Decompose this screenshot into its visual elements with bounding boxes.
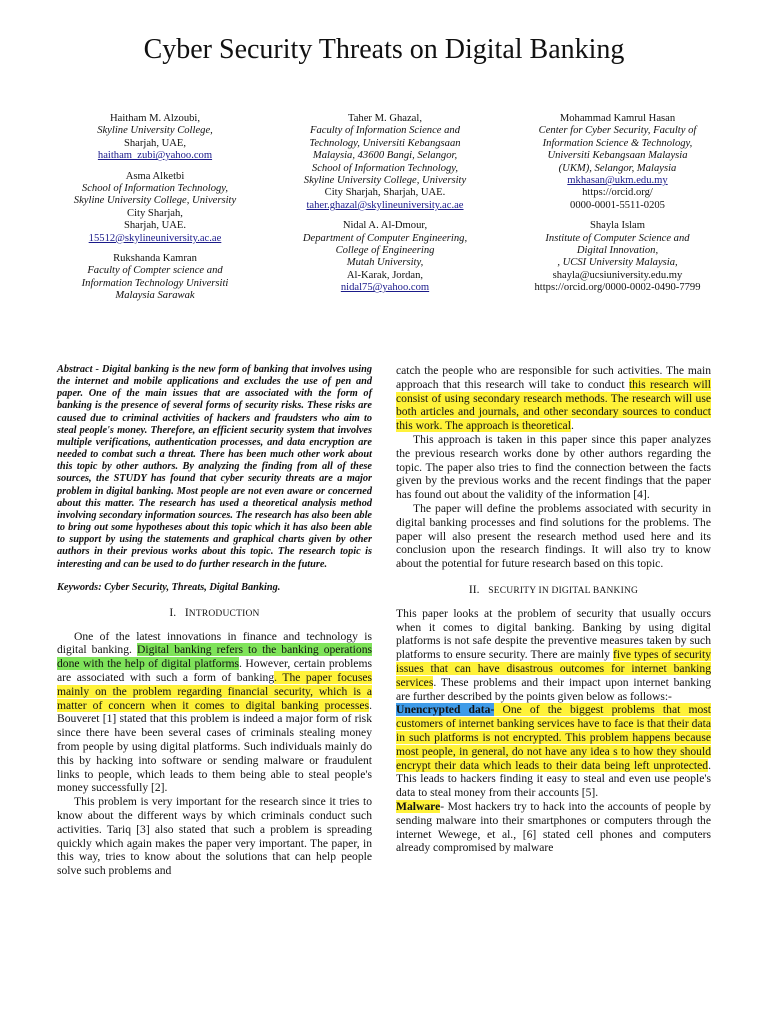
section-heading-introduction [57,606,372,622]
intro-paragraph-4: This approach is taken in this paper since this paper analyzes the previous research works done by other authors regarding the topic. The paper also tries to find the connection between the facts given by the previous works and the recent findings that the paper has found out about the validity of the information [4]. [396,432,711,502]
author-affiliation: Malaysia Sarawak [115,290,195,302]
text-run: . Bouveret [1] stated that this problem is indeed a major form of risk since there have been several cases of criminals stealing money from people by using digital platforms. Such individuals mainly do this by hacking into software or sending malware or fraudulent links to people, which leads to them being able to steal people's money successfully [2]. [57,698,372,795]
section-title-initial: I [184,605,189,619]
author-affiliation: Information Science & Technology, [542,137,693,149]
highlighted-text-yellow: this research will consist of using secondary research methods. The research will use both articles and journals, and other secondary sources to conduct this work. The approach is theoretical [396,377,711,433]
orcid-link[interactable]: https://orcid.org/0000-0002-0490-7799 [534,282,701,294]
keywords: Keywords: Cyber Security, Threats, Digital Banking. [57,581,281,593]
highlighted-text-yellow: One of the biggest problems that most customers of internet banking services have to face is that their data in such platforms is not encrypted. This problem happens because most people, in general, do not have any idea s to how they should encrypt their data which leads to their data being left unprotected [396,703,711,772]
author-email[interactable]: shayla@ucsiuniversity.edu.my [552,269,683,281]
author-affiliation: Institute of Computer Science and [545,232,690,244]
highlighted-text-yellow: five types of security issues that can have disastrous outcomes for internet banking services [396,648,711,689]
intro-paragraph-1 [57,630,372,796]
malware-paragraph [396,800,711,855]
author-column-2 [270,113,500,295]
author-affiliation: Technology, Universiti Kebangsaan [309,137,461,149]
text-run: One of the latest innovations in finance and technology is digital banking. [57,629,372,657]
author-location: Al-Karak, Jordan, [346,269,424,281]
orcid-id: 0000-0001-5511-0205 [570,199,665,211]
paper-title: Cyber Security Threats on Digital Banking [143,34,625,65]
author-email-link[interactable]: 15512@skylineuniversity.ac.ae [88,232,222,244]
author-name: Asma Alketbi [125,170,185,182]
author-location: Sharjah, UAE. [123,220,187,232]
author-affiliation: Center for Cyber Security, Faculty of [538,125,697,137]
author-affiliation: College of Engineering [335,245,435,257]
text-run: . [570,419,574,433]
intro-paragraph-5: The paper will define the problems associated with security in digital banking processes and find solutions for the problems. The paper will also present the research method used here and its conclusion upon the research findings. It will also try to know about the potential for future research based on this topic. [396,501,711,571]
highlighted-text-green: Digital banking refers to the banking operations done with the help of digital platforms [57,643,373,671]
unencrypted-data-paragraph [396,703,711,800]
section-title-rest: NTRODUCTION [188,608,260,619]
author-affiliation: Malaysia, 43600 Bangi, Selangor, [312,150,458,162]
section-title: SECURITY IN DIGITAL BANKING [488,585,639,596]
author-location: City Sharjah, [127,207,183,219]
orcid-link[interactable]: https://orcid.org/ [582,187,653,199]
intro-paragraph-3 [396,364,711,433]
author-column-3 [500,113,735,295]
term-unencrypted-data: Unencrypted data- [396,703,495,717]
author-name: Taher M. Ghazal, [348,113,422,124]
author-affiliation: Mutah University, [346,257,424,269]
text-run: catch the people who are responsible for such activities. The main approach that this research will take to conduct [396,364,711,391]
author-affiliation: Faculty of Information Science and [309,125,461,137]
author-email-link[interactable]: taher.ghazal@skylineuniversity.ac.ae [306,199,464,211]
author-name: Shayla Islam [589,220,646,232]
text-run: . These problems and their impact upon internet banking are further described by the points given below as follows:- [396,675,711,703]
abstract: Abstract - Digital banking is the new form of banking that involves using the internet and mobile applications and excludes the use of pen and paper. One of the main issues that are associated with the form of banking is the presence of several forms of security risks. These risks are caused due to criminal activities of hackers and fraudsters who aim to steal people's money. Therefore, an efficient security system that involves multiple verifications, authentication processes, and data encryption are needed to combat such a threat. There has been much other work about this topic by other authors. By analyzing the finding from all of these sources, the STUDY has found that cyber security threats are a major problem in digital banking. Most people are not even aware or concerned about this matter. The research has used a theoretical analysis method involving secondary information sources. The research has also been able to bring out some hypotheses about this topic which it has also been able to support by using the statements and graphical charts given by other authors in their previous works about this topic. The research topic is interesting and can be used to do further research in the future. [57,364,372,570]
text-run: - Most hackers try to hack into the accounts of people by sending malware into their smartphones or computers through the internet Wewege, et al., [6] stated cell phones and computers already compromised by malware [396,799,711,855]
right-column [396,364,711,855]
section-number: I. [169,605,177,619]
author-affiliation: Skyline University College, University [303,175,467,187]
author-column-1 [40,113,270,303]
author-name: Rukshanda Kamran [113,253,197,265]
author-name: Mohammad Kamrul Hasan [559,113,676,124]
author-affiliation: School of Information Technology, [311,162,459,174]
author-affiliation: Faculty of Compter science and [87,265,223,277]
author-affiliation: Department of Computer Engineering, [302,232,468,244]
author-location: Sharjah, UAE, [123,137,187,149]
author-affiliation: (UKM), Selangor, Malaysia [558,162,677,174]
author-location: City Sharjah, Sharjah, UAE. [324,187,446,199]
author-name: Haitham M. Alzoubi, [109,113,201,124]
author-email-link[interactable]: mkhasan@ukm.edu.my [567,175,668,187]
author-affiliation: Skyline University College, [97,125,213,137]
author-affiliation: , UCSI University Malaysia, [557,257,678,269]
author-affiliation: Universiti Kebangsaan Malaysia [547,150,688,162]
text-run: This paper looks at the problem of security that usually occurs when it comes to digital banking. Banking by using digital platforms is not safe despite the preventive measures taken by such platforms to ensure security. There are mainly [396,606,711,662]
text-run: . However, certain problems are associated with such a form of banking [57,657,372,685]
author-affiliation: Digital Innovation, [576,245,659,257]
intro-paragraph-2: This problem is very important for the research since it tries to know about the different ways by which criminals conduct such activities. Tariq [3] also stated that such a problem is spreading quickly which again makes the paper very important. The paper, in this way, tries to know about the solutions that can help people solve such problems and [57,795,372,878]
author-affiliation: School of Information Technology, [81,183,229,195]
security-paragraph-1 [396,607,711,704]
author-name: Nidal A. Al-Dmour, [342,220,428,232]
author-affiliation: Skyline University College, University [73,195,237,207]
section-heading-security [396,583,711,599]
highlighted-text-yellow: . The paper focuses mainly on the problem regarding financial security, which is a matter of concern when it comes to digital banking processes [57,671,372,712]
author-email-link[interactable]: nidal75@yahoo.com [340,282,430,294]
section-number: II. [468,582,480,596]
term-malware: Malware [396,799,441,813]
text-run: . This leads to hackers finding it easy to steal and even use people's data to steal money from their accounts [5]. [396,758,711,800]
left-column [57,364,372,878]
author-email-link[interactable]: haitham_zubi@yahoo.com [97,150,213,162]
author-affiliation: Information Technology Universiti [81,277,229,289]
